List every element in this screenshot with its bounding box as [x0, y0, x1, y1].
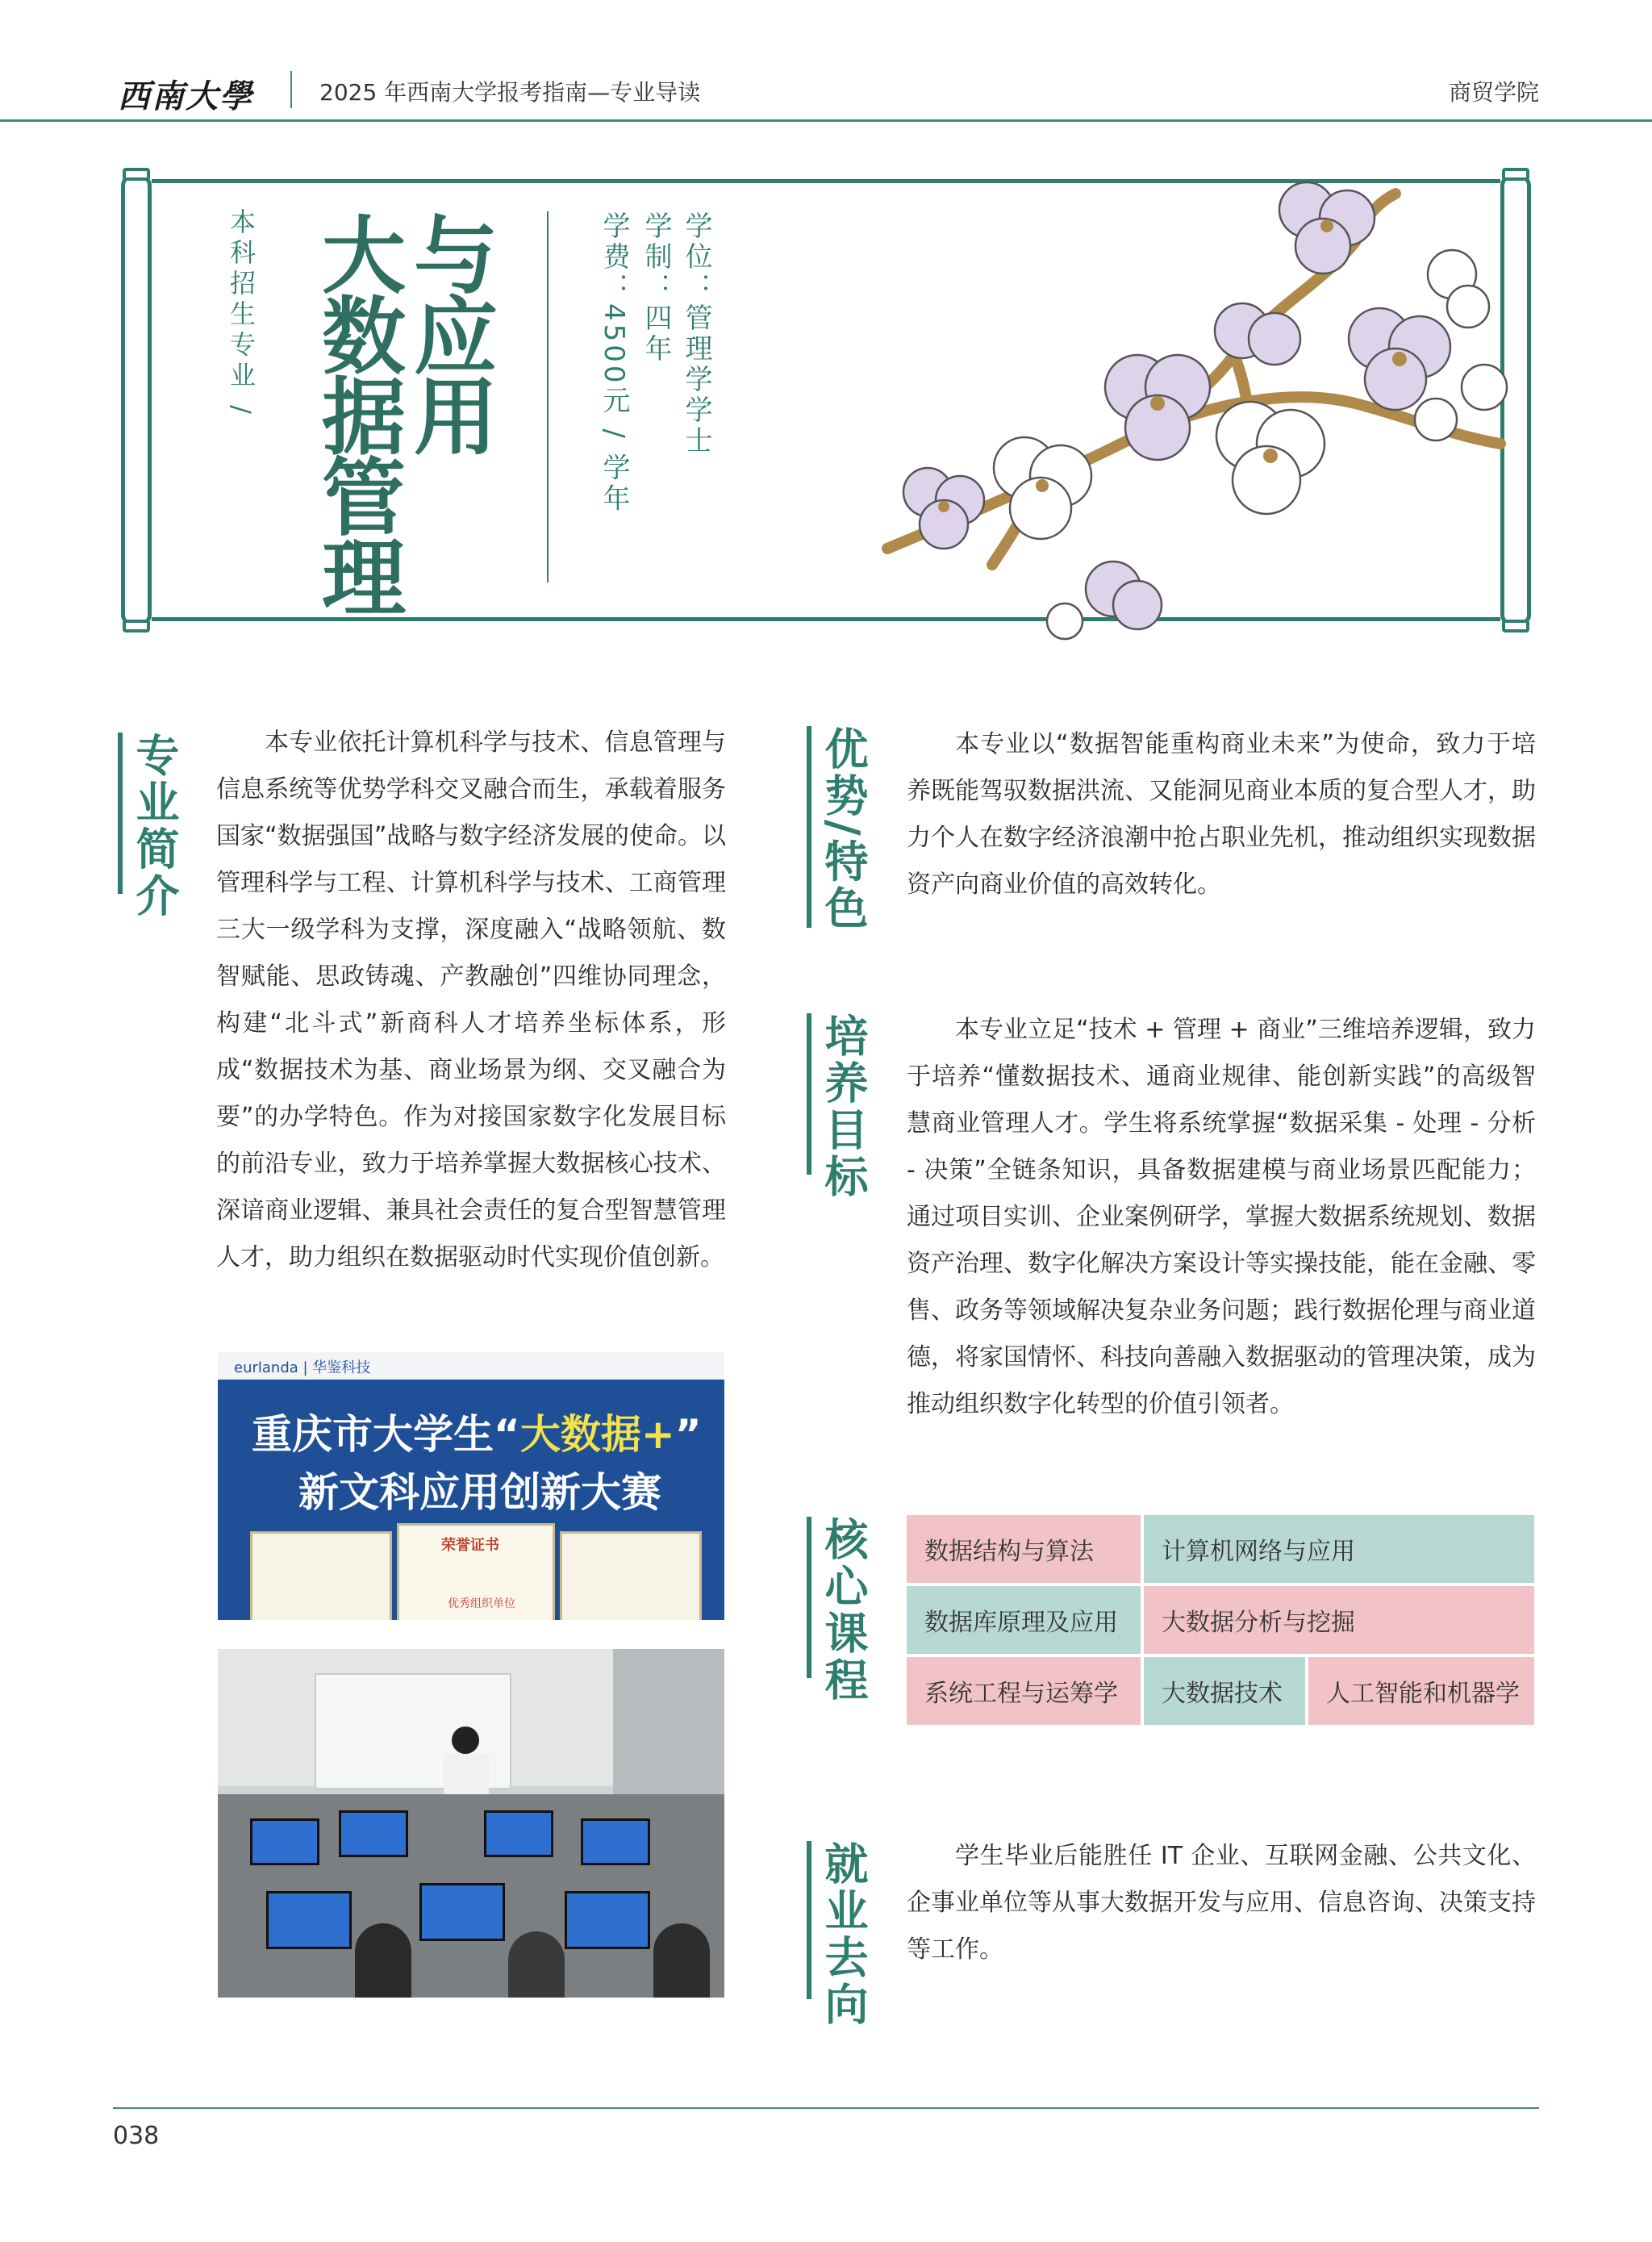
headline-highlight: 大数据+: [519, 1411, 675, 1458]
scroll-roller-left: [121, 174, 152, 626]
scroll-cap-left-bottom: [123, 620, 150, 633]
header-divider: [0, 119, 1652, 122]
major-name-line1: 与应用: [399, 211, 498, 453]
headline-prefix: 重庆市大学生“: [252, 1411, 520, 1458]
advantage-title-bar: [807, 726, 811, 928]
goal-title-bar: [807, 1013, 811, 1175]
advantage-section-title: 优势/特色: [818, 726, 869, 933]
course-cell: 数据库原理及应用: [907, 1586, 1141, 1654]
certificate-center: [397, 1523, 555, 1620]
course-cell: 数据结构与算法: [907, 1515, 1141, 1583]
certificate-left: [250, 1531, 392, 1620]
tuition-info: 学费：4500元 / 学年: [598, 211, 630, 515]
intro-text: 本专业依托计算机科学与技术、信息管理与信息系统等优势学科交叉融合而生，承载着服务国家“数据强国”战略与数字经济发展的使命。以管理科学与工程、计算机科学与技术、工商管理三大一级学科为支撑，深度融入“战略领航、数智赋能、思政铸魂、产教融创”四维协同理念，构建“北斗式”新商科人才培养坐标体系，形成“数据技术为基、商业场景为纲、交叉融合为要”的办学特色。作为对接国家数字化发展目标的前沿专业，致力于培养掌握大数据核心技术、深谙商业逻辑、兼具社会责任的复合型智慧管理人才，助力组织在数据驱动时代实现价值创新。: [216, 729, 726, 1271]
major-kind-label: 本科招生专业 /: [226, 208, 257, 419]
monitor: [266, 1891, 352, 1949]
monitor: [565, 1891, 650, 1949]
footer-divider: [113, 2107, 1539, 2109]
course-cell: 大数据分析与挖掘: [1144, 1586, 1534, 1654]
career-title-bar: [807, 1841, 811, 1999]
degree-info: 学位：管理学学士: [680, 211, 712, 457]
advantage-text: 本专业以“数据智能重构商业未来”为使命，致力于培养既能驾驭数据洪流、又能洞见商业本质的复合型人才，助力个人在数字经济浪潮中抢占职业先机，推动组织实现数据资产向商业价值的高效转化。: [907, 730, 1536, 899]
career-text: 学生毕业后能胜任 IT 企业、互联网金融、公共文化、企事业单位等从事大数据开发与应用、信息咨询、决策支持等工作。: [907, 1842, 1536, 1964]
monitor: [484, 1810, 553, 1857]
student: [653, 1923, 710, 1998]
university-logo: 西南大學: [118, 77, 253, 115]
monitor: [339, 1810, 408, 1857]
plum-blossom-illustration: [871, 169, 1508, 653]
certificate-right: [560, 1531, 702, 1620]
courses-section-title: 核心课程: [818, 1517, 869, 1704]
student: [508, 1931, 565, 1998]
duration-info: 学制：四年: [640, 211, 672, 365]
course-cell: 大数据技术: [1144, 1657, 1305, 1725]
banner-divider: [547, 211, 549, 582]
classroom-window: [613, 1649, 724, 1810]
intro-title-bar: [118, 733, 123, 894]
page-number: 038: [113, 2122, 160, 2150]
competition-photo: [218, 1352, 724, 1620]
student: [355, 1923, 411, 1998]
competition-headline-2: 新文科应用创新大赛: [298, 1469, 661, 1516]
course-cell: 系统工程与运筹学: [907, 1657, 1141, 1725]
sponsor-logos: eurlanda | 华鉴科技: [234, 1359, 371, 1376]
teacher-head: [452, 1726, 479, 1754]
course-cell: 计算机网络与应用: [1144, 1515, 1534, 1583]
certificate-title: 荣誉证书: [441, 1537, 499, 1554]
courses-title-bar: [807, 1517, 811, 1678]
header-separator: [290, 71, 292, 108]
monitor: [581, 1818, 650, 1865]
goal-section-title: 培养目标: [818, 1013, 869, 1200]
monitor: [250, 1818, 319, 1865]
header-title: 2025 年西南大学报考指南—专业导读: [319, 79, 701, 106]
scroll-cap-left-top: [123, 168, 150, 181]
goal-text: 本专业立足“技术 + 管理 + 商业”三维培养逻辑，致力于培养“懂数据技术、通商业规律、能创新实践”的高级智慧商业管理人才。学生将系统掌握“数据采集 - 处理 - 分析 - 决策”全链条知识，具备数据建模与商业场景匹配能力；通过项目实训、企业案例研学，掌握大数据系统规划、数据资产治理、数字化解决方案设计等实操技能，能在金融、零售、政务等领域解决复杂业务问题；践行数据伦理与商业道德，将家国情怀、科技向善融入数据驱动的管理决策，成为推动组织数字化转型的价值引领者。: [907, 1016, 1536, 1418]
major-name-line2: 大数据管理: [307, 211, 406, 615]
career-section-title: 就业去向: [818, 1841, 869, 2028]
header-college: 商贸学院: [1448, 79, 1539, 106]
course-cell: 人工智能和机器学: [1308, 1657, 1534, 1725]
competition-headline-1: [252, 1402, 702, 1460]
headline-suffix: ”: [674, 1411, 702, 1458]
intro-section-title: 专业简介: [129, 733, 180, 920]
course-table: [907, 1515, 1534, 1726]
monitor: [419, 1883, 505, 1941]
classroom-photo: [218, 1649, 724, 1998]
certificate-award: 优秀组织单位: [448, 1597, 515, 1610]
